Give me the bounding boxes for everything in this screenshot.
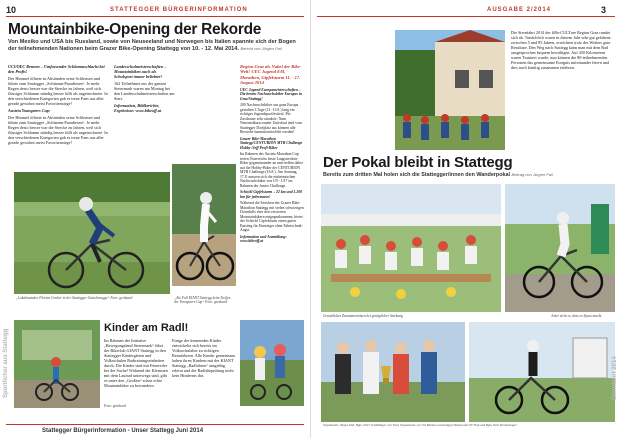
caption-crowd: Gemütliches Zusammensitzen bei genüglicher Stärkung bbox=[323, 314, 403, 318]
page-number-right: 3 bbox=[601, 5, 607, 15]
photo-kids-group bbox=[240, 320, 304, 406]
photo-crowd-tables bbox=[321, 184, 501, 312]
footer-rule bbox=[6, 424, 304, 425]
photo-kids-course bbox=[14, 320, 100, 408]
col1-heading: UCI/OEC Rennen – Umfassender Schlammschlacht bei den Profis! bbox=[8, 64, 105, 74]
photo-cyclist-podium bbox=[469, 322, 615, 422]
caption-young-rider: „Alu Fall KIANT Stattegg beim Treffen der Youngsters Cup“ Foto: gerduard bbox=[174, 296, 231, 305]
photo-cyclist-road bbox=[505, 184, 615, 312]
header-rule bbox=[6, 16, 304, 17]
page-header-right: AUSGABE 2/2014 bbox=[487, 7, 552, 13]
photo-trophy-handover bbox=[321, 322, 465, 422]
col3-info: Information und Anmeldung: www.bikeoff.at bbox=[240, 234, 287, 244]
col3-heading-3: Schöckl Gipfelsturm – 22 km und 1.200 hm für jedermann! bbox=[240, 190, 303, 199]
caption-rider: „Lokalmatador Florian Gruber in der Stattegger Gatschwaggn“ Foto: gerduard bbox=[16, 296, 133, 300]
col3-heading-2: Grazer Bike-Marathon Stattegg/CENTURION MTB Challenge Hobby-/Jeff Profi-Biker bbox=[240, 136, 303, 150]
page-header-left: STATTEGGER BÜRGERINFORMATION bbox=[110, 7, 248, 13]
col3-text-2: Im Rahmen des Austria Marathon Cup treten Österreichs beste Langstrecken-Biker gegeneinander an und treffen dabei auf die Hobby-Biker der CENTURION MTB Challenge (16.8.). Am Sonntag, 17.8. messen sich die einheimischen Nachwuchsbiker von U9 - U17 im Rahmen der Junior Challenge. bbox=[240, 152, 303, 188]
pokal-subtitle: Bereits zum dritten Mal holen sich die Stattegger/innen den Wanderpokal Beitrag von Jürgen Pail bbox=[323, 172, 553, 178]
col3-text-3: Während die Strecken des Grazer Bike-Marathon Stattegg mit vielen schwierigen Downhills eher den versierten Mountainbikern entgegenkommen, bietet der Schöckl Gipfelsturm einen guten Einstieg für Einsteiger ohne Fahrtechnik-Angst. bbox=[240, 201, 304, 233]
pokal-title: Der Pokal bleibt in Stattegg bbox=[323, 154, 513, 171]
col1-text: Der Himmel öffnete in Abständen seine Schleusen und führte zum Stattegger „Schlamm-Paradiesen“. Je mehr Regen desto besser war die Strecke zu fahren, weil sich flüssiger Schlamm ständig besser füllt als angetrocknete. In den verschiedenen Kategorien gab es treue Fans aus aller gerade gewohnt meist Favoritensiege! bbox=[8, 76, 108, 106]
col2-heading: Landesschulmeisterschaften – Mountainbiken auch als Schulsport immer beliebter! bbox=[114, 64, 167, 79]
col1-heading-2: Austria Youngsters Cup: bbox=[8, 108, 51, 113]
col2-text: 162 Teilnehmer aus der ganzen Steiermark waren am Montag bei den Landesschulmeisterschaften am Start. bbox=[114, 81, 175, 101]
kinder-text-2: Einige der kennenden Kinder entwickelte sich bereits im Volksschulalter zu richtigen Rennfahrern. Alle Kinder gemeinsam haben ihren Kindern mit der KIANT Stattegg „Radfahren“ ausgiebig erlernt und die Radfahrprüfung nicht kein Hindernis dar. bbox=[172, 338, 235, 378]
kinder-credit: Foto: gerduard bbox=[104, 404, 126, 408]
col3-text: 200 Nachwuchsbiker aus ganz Europa gestalten 3 Tage (11.-13.8.) lang ein richtiges Jugendsportfestival. Für Zuschauer sehr attraktiv: Nam Neuentalkurscounter Unterlaaf sind vom Stattegger Dorfplatz aus können alle Bewerbe hautnah miterlebt werden! bbox=[240, 103, 302, 135]
photo-young-rider bbox=[172, 164, 236, 286]
page-number-left: 10 bbox=[6, 5, 17, 15]
caption-trophy: Organisator Jürgen Pail, Bgm. Peter Schüdlinger von Thal, Organisator vor Ort Markus Gesemüggi Obmann des SV Thal und Bgm. Karl Strommenger bbox=[323, 423, 517, 427]
kinder-text-1: Im Rahmen der Initiative „Bewegungsland Steiermark“ führt der Bikeclub GIANT Stattegg in den Stattegger Kindergärten und Volksschulen Radtrainingseinheiten durch. Die Kinder sind mit Feuereifer bei der Sache! Während der Kleinsten mit dem Laufrad unterwegs sind, gibt es unter den „Großen“ schon echte Mountainbiker zu bewundern. bbox=[104, 338, 168, 388]
photo-group-building bbox=[395, 30, 505, 150]
side-label-right: Sternfahrt 2014 bbox=[612, 356, 618, 400]
caption-cyclist: Jeder steht es, dass es Spass macht bbox=[551, 314, 602, 318]
col3-heading: UEC Jugend Europameisterschaften – Die besten Nachwuchsbiker Europas in Graz/Stattegg! bbox=[240, 87, 303, 101]
page-footer: Stattegger Bürgerinformation - Unser Stattegg Juni 2014 bbox=[42, 428, 204, 434]
right-page bbox=[310, 0, 620, 438]
column-3 bbox=[240, 64, 304, 246]
col3-red-heading: Region Graz als Nabel der Bike-Welt! UEC Jugend EM, Marathon, Gipfelsturm 11. - 17. August 2014 bbox=[240, 64, 302, 86]
photo-rider-grass bbox=[14, 172, 170, 294]
intro-text: Die Sternfahrt 2014 der fiBa-CULTure Region Graz rundet sich ab. Tatsächlich waren in diesem Jahr sehr gut gefahren: zwischen 5 und 85 Jahren, erreichten trotz des Wetters gute Resultate. Den Weg nach Stattegg kann man mit dem Rad ausgesprochen bequem bewältigen. Auf 450 Kilometern waren Trainiert wurde, nun können die 80-teilnehmenden Personen das gemeinsame Ereignis miteinander feiern und dies auch künftig zusammen erfahren. bbox=[511, 30, 612, 70]
article-title: Mountainbike-Opening der Rekorde bbox=[8, 21, 262, 38]
header-rule-right bbox=[317, 16, 615, 17]
pokal-byline: Beitrag von Jürgen Pail bbox=[511, 172, 553, 177]
kinder-title: Kinder am Radl! bbox=[104, 322, 189, 334]
column-2 bbox=[114, 64, 176, 115]
column-1 bbox=[8, 64, 110, 147]
side-label-left: Sportlicher aus Stattegg bbox=[3, 328, 9, 398]
col1-text-2: Der Himmel öffnete in Abständen seine Schleusen und führte zum Stattegger „Schlamm-Paradiesen“. Je mehr Regen desto besser war die Strecke zu fahren, weil sich flüssiger Schlamm ständig besser füllt als angetrocknete. In den verschiedenen Kategorien gab es treue Fans aus aller gerade gewohnt meist Favoritensiege! bbox=[8, 115, 108, 145]
article-subtitle: Von Mexiko und USA bis Russland, sowie von Neuseeland und Norwegen bis Italien spannte sich der Bogen der teilnehmenden Nationen beim Grazer Bike-Opening Stattegg von 10. - 12. Mai 2014. Bericht von Jürgen Pail bbox=[8, 39, 296, 52]
col2-info: Information, Bildberichte, Ergebnisse: www.bikeoff.at bbox=[114, 103, 162, 113]
byline: Bericht von Jürgen Pail bbox=[240, 45, 282, 51]
